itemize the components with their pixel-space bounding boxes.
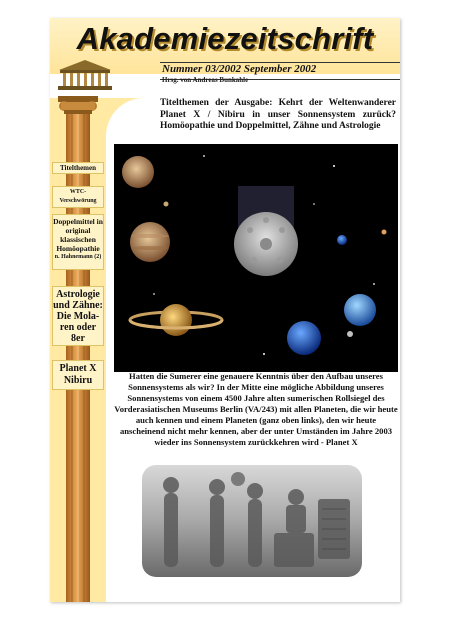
solar-system-image [114, 144, 398, 372]
nav-label: Titelthemen [59, 164, 97, 172]
issue-number: Nummer 03/2002 September 2002 [162, 63, 317, 75]
nav-astrologie-zaehne[interactable] [52, 286, 104, 346]
nav-label: Doppelmittel in original klassischen Homöopathie [53, 217, 103, 253]
nav-doppelmittel[interactable] [52, 214, 104, 270]
cylinder-seal-image [138, 459, 366, 584]
nav-label: Planet X Nibiru [59, 363, 97, 386]
nav-titelthemen[interactable] [52, 162, 104, 174]
temple-icon [56, 58, 114, 92]
masthead-title: Akademiezeitschrift [76, 21, 374, 56]
issue-themes: Titelthemen der Ausgabe: Kehrt der Weltenwanderer Planet X / Nibiru in unser Sonnensystem zurück? Homöopathie und Doppelmittel, Zähne und Astrologie [160, 98, 396, 131]
nav-label: Astrologie und Zähne: Die Mola-ren oder 8er [53, 289, 103, 344]
nav-label: Verschwörung [59, 198, 97, 204]
nav-label: n. Hahnemann (2) [54, 254, 102, 260]
editor-line: Hrsg. von Andreas Bunkahle [162, 76, 249, 84]
image-caption: Hatten die Sumerer eine genauere Kenntnis über den Aufbau unseres Sonnensystems als wir? In der Mitte eine mögliche Abbildung unseres Sonnensystems von einem 4500 Jahre alten sumerischen Rollsiegel des Vorderasiatischen Museums Berlin (VA/243) mit allen Planeten, die wir heute auch kennen und einem Planeten (ganz oben links), den wir heute anscheinend nicht mehr kennen, aber der unter Umständen im Jahre 2003 wieder ins Sonnensystem zurückkehren wird - Planet X [114, 371, 398, 447]
nav-planet-x[interactable] [52, 360, 104, 390]
magazine-page [50, 18, 400, 602]
nav-wtc[interactable] [52, 186, 104, 208]
nav-label: WTC- [69, 189, 87, 195]
